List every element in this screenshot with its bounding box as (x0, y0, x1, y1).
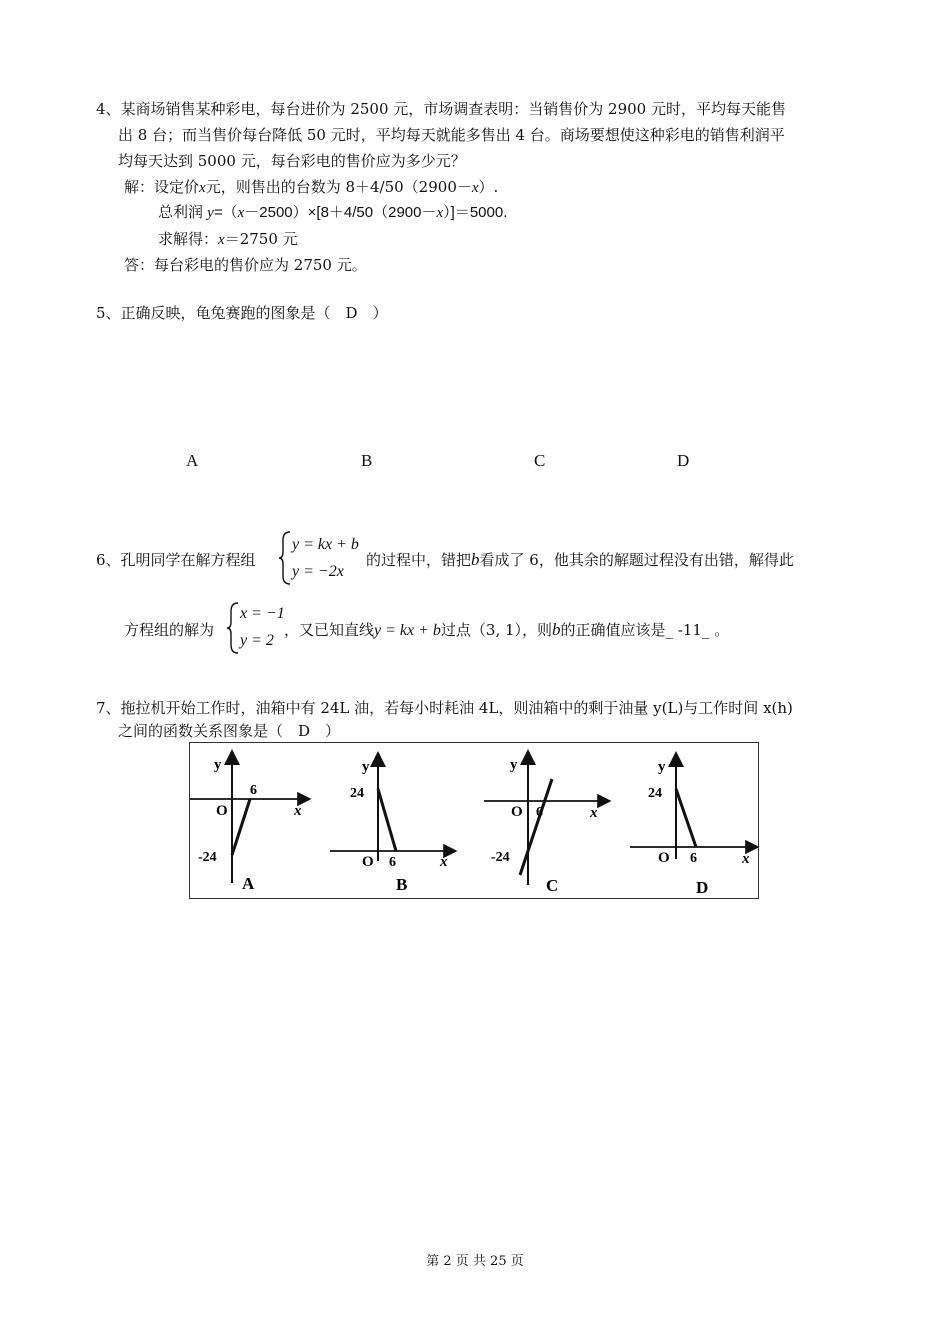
q4-sol1-var2: x (471, 180, 479, 196)
q6-solution-eq2: y = 2 (240, 632, 274, 649)
q6-prefix: 6、孔明同学在解方程组 (96, 551, 256, 569)
q6-b-var: b (471, 550, 480, 569)
graph-c-origin: O (511, 804, 523, 820)
graph-b-y-label: y (362, 759, 370, 775)
graph-b-tick-y: 24 (350, 786, 364, 801)
q6-solution-brace (226, 601, 240, 655)
q4-sol2-var3: x (436, 205, 444, 221)
q4-sol1-text-c: ）. (478, 178, 499, 196)
graph-d-label: D (696, 878, 709, 897)
q5-choice-d: D (677, 451, 690, 470)
graph-b-label: B (396, 875, 408, 894)
q4-sol2-var2: x (237, 205, 245, 221)
q6-mid (366, 549, 794, 571)
graph-a-label: A (242, 874, 255, 893)
graph-c-tick-y: -24 (491, 850, 510, 865)
q4-solution-line3 (158, 228, 298, 251)
q4-line2: 出 8 台；而当售价每台降低 50 元时，平均每天就能多售出 4 台。商场要想使这种彩电的销售利润平 (118, 126, 785, 144)
q4-line3: 均每天达到 5000 元，每台彩电的售价应为多少元？ (118, 152, 466, 170)
q4-sol3-text: 求解得： (158, 230, 219, 248)
q7-graph-b (330, 755, 454, 894)
graph-b-origin: O (362, 854, 374, 870)
graph-a-origin: O (216, 803, 228, 819)
q6-system-brace (278, 530, 292, 586)
q4-sol2-text-b: =（ (213, 204, 238, 221)
q5-choice-c: C (534, 451, 546, 470)
q6-system-eq2: y = −2x (292, 563, 344, 580)
graph-a-x-label: x (294, 803, 302, 819)
q7-graph-c (484, 753, 608, 895)
q5-question: 5、正确反映，龟兔赛跑的图象是（ D ） (96, 304, 388, 322)
q7-line1: 7、拖拉机开始工作时，油箱中有 24L 油，若每小时耗油 4L，则油箱中的剩于油量 y(L)与工作时间 x(h) (96, 699, 793, 717)
graph-c-tick-x: 6 (536, 805, 543, 820)
q4-sol3-var: x (218, 232, 225, 248)
graph-c-label: C (546, 876, 559, 895)
q7-graphs-panel (189, 742, 759, 899)
q4-sol3-text-b: ＝2750 元 (224, 230, 298, 248)
q4-sol2-var: y (207, 205, 214, 221)
graph-d-x-label: x (742, 851, 750, 867)
q6-line2-b: ，又已知直线 (284, 621, 375, 639)
q4-sol1-var: x (199, 180, 206, 196)
q6-rest-text: 看成了 6，他其余的解题过程没有出错，解得此 (479, 551, 794, 569)
q4-sol1-text-b: 元，则售出的台数为 8＋4/50（2900－ (205, 178, 472, 196)
q6-line2-c: 过点（3, 1），则 (440, 621, 553, 639)
q7-line2: 之间的函数关系图象是（ D ） (118, 722, 341, 740)
graph-a-line (232, 799, 250, 855)
graph-d-tick-x: 6 (690, 851, 697, 866)
q6-solution-eq1: x = −1 (240, 605, 285, 622)
q6-line2-d: 的正确值应该是_ -11_ 。 (560, 621, 730, 639)
q5-choice-a: A (186, 451, 199, 470)
q6-b-var2: b (552, 620, 561, 639)
graph-d-origin: O (658, 850, 670, 866)
q4-solution-line1 (124, 176, 498, 199)
q4-sol1-text: 解：设定价 (124, 178, 200, 196)
q4-line1: 4、某商场销售某种彩电，每台进价为 2500 元，市场调查表明：当销售价为 2900 元时，平均每天能售 (96, 100, 786, 118)
page-footer: 第 2 页 共 25 页 (426, 1254, 524, 1269)
graph-b-tick-x: 6 (389, 855, 396, 870)
q6-line2-rest (284, 619, 729, 642)
graph-a-y-label: y (214, 757, 222, 773)
graph-b-x-label: x (440, 854, 448, 870)
graph-b-line (378, 789, 396, 851)
q7-graph-a (190, 753, 308, 893)
q4-sol2-text-d: ）]＝5000. (443, 204, 508, 221)
q5-choice-b: B (361, 451, 373, 470)
q7-graph-d (630, 755, 756, 897)
q6-line-eq: y = kx + b (374, 622, 441, 639)
graph-a-tick-y: -24 (198, 850, 217, 865)
q6-system-eq1: y = kx + b (292, 536, 359, 553)
q4-sol2-text-c: －2500）×[8＋4/50（2900－ (244, 204, 437, 221)
graph-c-x-label: x (590, 805, 598, 821)
graph-c-y-label: y (510, 757, 518, 773)
graph-d-tick-y: 24 (648, 786, 662, 801)
q4-solution-line2 (158, 202, 507, 224)
graph-d-line (676, 789, 696, 847)
q6-line2-a: 方程组的解为 (124, 621, 215, 639)
q4-sol2-text: 总利润 (158, 204, 208, 221)
graph-c-line (520, 779, 552, 875)
q4-answer: 答：每台彩电的售价应为 2750 元。 (124, 256, 367, 274)
graph-a-tick-x: 6 (250, 783, 257, 798)
q7-graphs-svg (190, 743, 760, 900)
q6-mid-text: 的过程中，错把 (366, 551, 472, 569)
graph-d-y-label: y (658, 759, 666, 775)
